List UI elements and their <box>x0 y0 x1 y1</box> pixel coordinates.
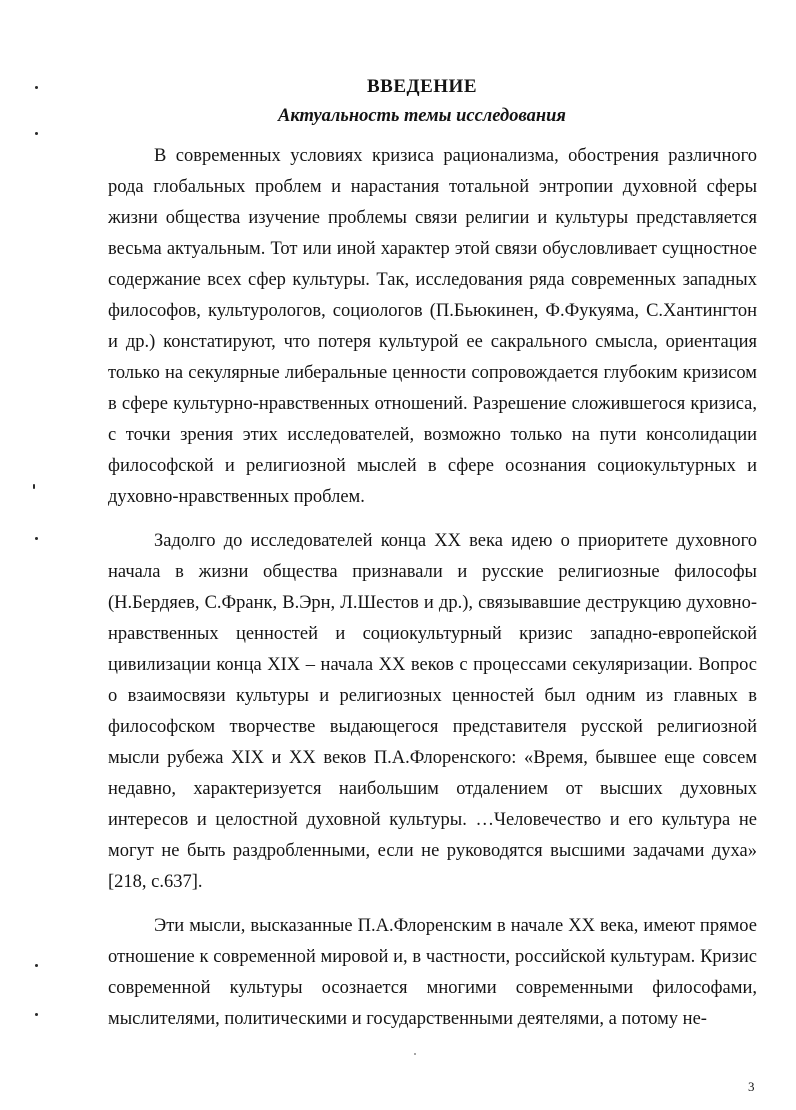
page-number: 3 <box>748 1079 755 1094</box>
paragraph-1: В современных условиях кризиса рационализма, обострения различного рода глобальных проблем и нарастания тотальной энтропии духовной сферы жизни общества изучение проблемы связи религии и культуры представляется весьма актуальным. Тот или иной характер этой связи обусловливает сущностное содержание всех сфер культуры. Так, исследования ряда современных западных философов, культурологов, социологов (П.Бьюкинен, Ф.Фукуяма, С.Хантингтон и др.) констатируют, что потеря культурой ее сакрального смысла, ориентация только на секулярные либеральные ценности сопровождается глубоким кризисом в сфере культурно-нравственных отношений. Разрешение сложившегося кризиса, с точки зрения этих исследователей, возможно только на пути консолидации философской и религиозной мыслей в сфере осознания социокультурных и духовно-нравственных проблем. <box>108 146 757 507</box>
scan-speck <box>35 537 38 540</box>
scan-speck <box>35 132 38 135</box>
scan-speck <box>33 484 35 489</box>
section-heading: Актуальность темы исследования <box>278 106 566 126</box>
document-title: ВВЕДЕНИЕ <box>367 76 477 97</box>
body-text <box>108 141 757 1035</box>
scan-speck <box>35 1013 38 1016</box>
scan-speck <box>35 964 38 967</box>
scan-speck <box>35 86 38 89</box>
paragraph-3: Эти мысли, высказанные П.А.Флоренским в начале XX века, имеют прямое отношение к современной мировой и, в частности, российской культурам. Кризис современной культуры осознается многими современными философами, мыслителями, политическими и государственными деятелями, а потому не- <box>108 916 757 1029</box>
scan-speck <box>414 1053 416 1055</box>
paragraph-2: Задолго до исследователей конца XX века идею о приоритете духовного начала в жизни общества признавали и русские религиозные философы (Н.Бердяев, С.Франк, В.Эрн, Л.Шестов и др.), связывавшие деструкцию духовно-нравственных ценностей и социокультурный кризис западно-европейской цивилизации конца XIX – начала XX веков с процессами секуляризации. Вопрос о взаимосвязи культуры и религиозных ценностей был одним из главных в философском творчестве выдающегося представителя русской религиозной мысли рубежа XIX и XX веков П.А.Флоренского: «Время, бывшее еще совсем недавно, характеризуется наибольшим отдалением от высших духовных интересов и целостной духовной культуры. …Человечество и его культура не могут не быть раздробленными, если не руководятся высшими задачами духа» [218, с.637]. <box>108 531 757 892</box>
